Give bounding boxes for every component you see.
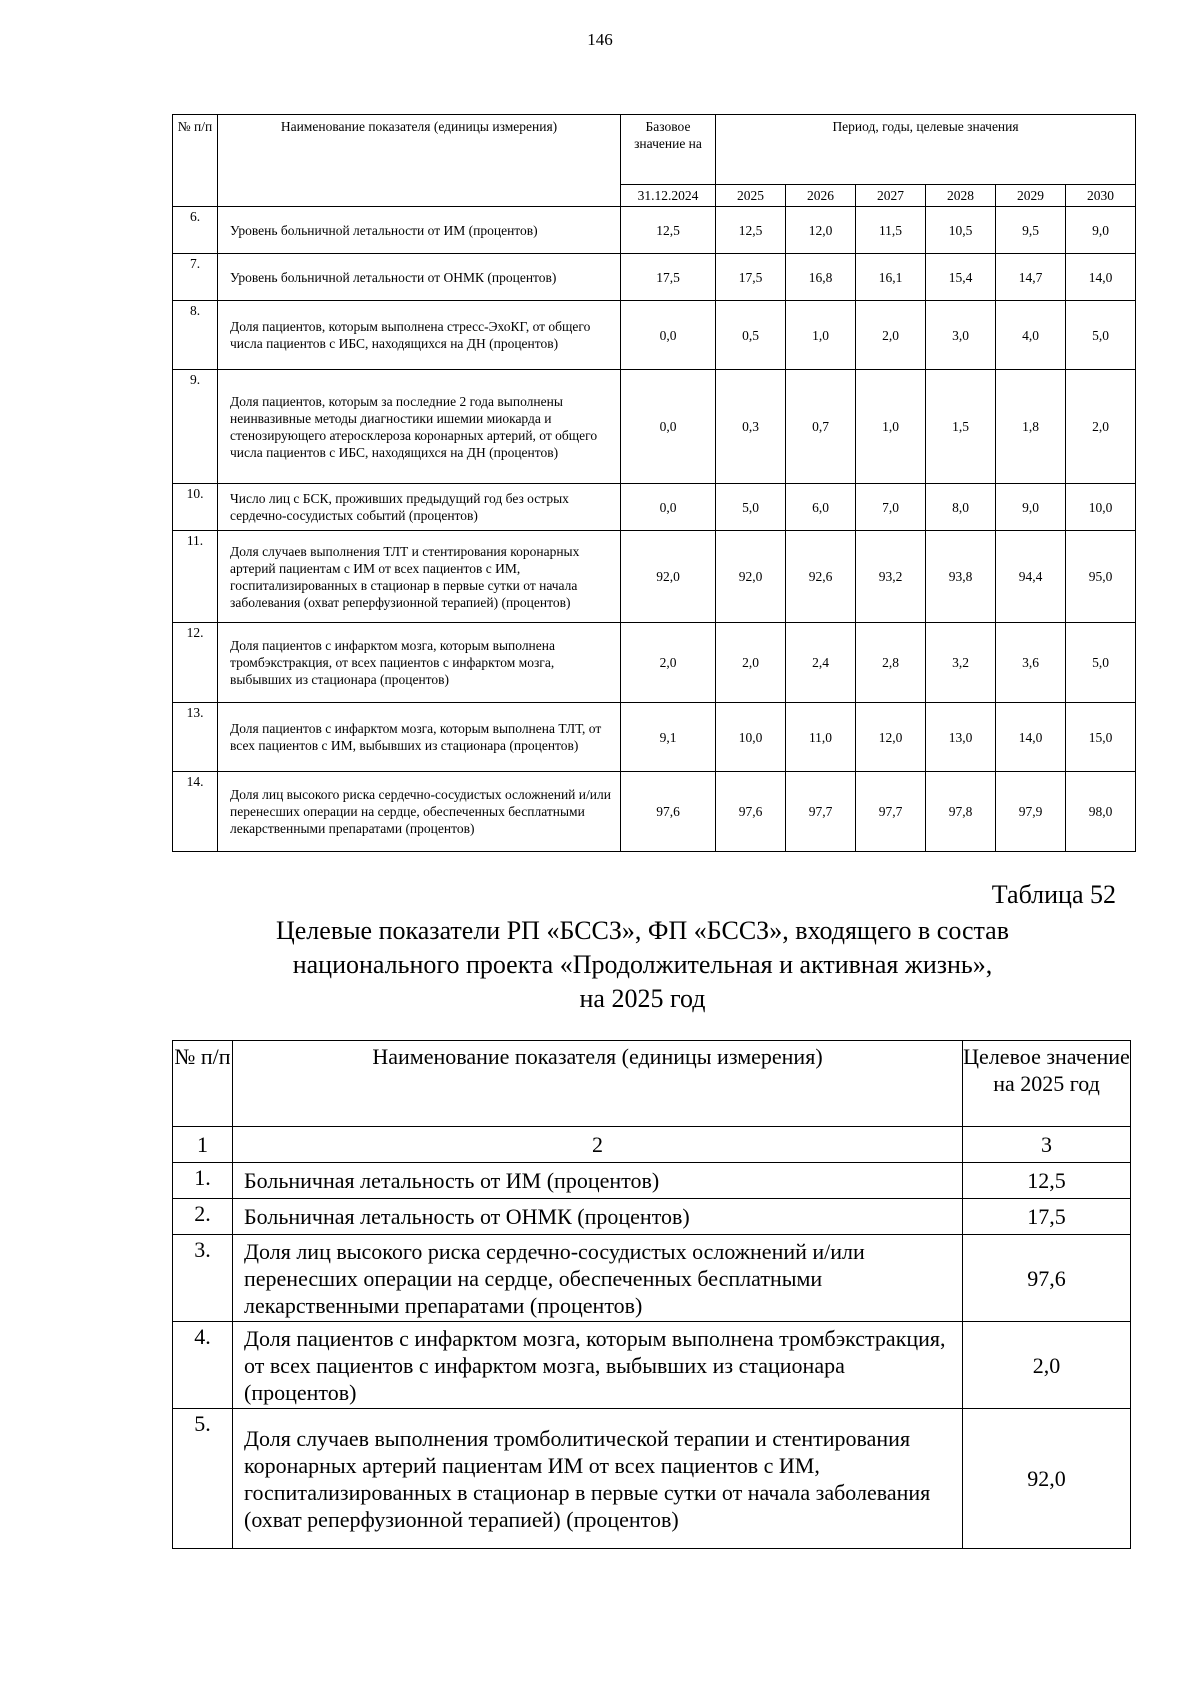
year-value: 1,5 bbox=[926, 370, 996, 484]
year-value: 3,2 bbox=[926, 623, 996, 703]
indicator-name: Число лиц с БСК, проживших предыдущий год без острых сердечно-сосудистых событий (процентов) bbox=[218, 484, 621, 531]
target-value: 2,0 bbox=[963, 1322, 1131, 1409]
year-value: 12,0 bbox=[786, 207, 856, 254]
year-value: 14,7 bbox=[996, 254, 1066, 301]
year-value: 6,0 bbox=[786, 484, 856, 531]
base-value: 0,0 bbox=[621, 301, 716, 370]
table-label: Таблица 52 bbox=[991, 880, 1116, 909]
row-number: 1. bbox=[173, 1163, 233, 1199]
header-num: № п/п bbox=[173, 1041, 233, 1127]
indicators-by-year-table bbox=[172, 114, 1136, 852]
year-value: 9,5 bbox=[996, 207, 1066, 254]
table-title-line: на 2025 год bbox=[579, 984, 706, 1013]
header-name: Наименование показателя (единицы измерения) bbox=[233, 1041, 963, 1127]
indicator-name: Больничная летальность от ОНМК (процентов) bbox=[233, 1199, 963, 1235]
table-row bbox=[173, 1199, 1131, 1235]
year-value: 15,4 bbox=[926, 254, 996, 301]
base-value: 0,0 bbox=[621, 370, 716, 484]
year-value: 14,0 bbox=[996, 703, 1066, 772]
target-value: 12,5 bbox=[963, 1163, 1131, 1199]
header-period: Период, годы, целевые значения bbox=[716, 115, 1136, 185]
indicator-name: Уровень больничной летальности от ИМ (процентов) bbox=[218, 207, 621, 254]
year-value: 8,0 bbox=[926, 484, 996, 531]
table-row bbox=[173, 207, 1136, 254]
indicator-name: Доля пациентов, которым выполнена стресс-ЭхоКГ, от общего числа пациентов с ИБС, находящихся на ДН (процентов) bbox=[218, 301, 621, 370]
header-target: Целевое значение на 2025 год bbox=[963, 1041, 1131, 1127]
header-year: 2030 bbox=[1066, 185, 1136, 207]
year-value: 3,6 bbox=[996, 623, 1066, 703]
indicator-name: Доля пациентов с инфарктом мозга, которым выполнена ТЛТ, от всех пациентов с ИМ, выбывших из стационара (процентов) bbox=[218, 703, 621, 772]
year-value: 10,0 bbox=[716, 703, 786, 772]
row-number: 5. bbox=[173, 1409, 233, 1549]
year-value: 98,0 bbox=[1066, 772, 1136, 852]
header-year: 2026 bbox=[786, 185, 856, 207]
table-title-line: Целевые показатели РП «БССЗ», ФП «БССЗ», входящего в состав bbox=[275, 916, 1009, 945]
indicator-name: Доля случаев выполнения ТЛТ и стентирования коронарных артерий пациентам с ИМ от всех пациентов с ИМ, госпитализированных в стационар в первые сутки от начала заболевания (охват реперфузионной терапией) (процентов) bbox=[218, 531, 621, 623]
base-value: 2,0 bbox=[621, 623, 716, 703]
table-row bbox=[173, 623, 1136, 703]
header-year: 2025 bbox=[716, 185, 786, 207]
header-year: 2028 bbox=[926, 185, 996, 207]
table-row bbox=[173, 484, 1136, 531]
year-value: 2,0 bbox=[856, 301, 926, 370]
column-number: 3 bbox=[963, 1127, 1131, 1163]
indicator-name: Доля лиц высокого риска сердечно-сосудистых осложнений и/или перенесших операции на сердце, обеспеченных бесплатными лекарственными препаратами (процентов) bbox=[218, 772, 621, 852]
row-number: 11. bbox=[173, 531, 218, 623]
year-value: 15,0 bbox=[1066, 703, 1136, 772]
target-indicators-table bbox=[172, 1040, 1131, 1549]
table-row bbox=[173, 1235, 1131, 1322]
row-number: 6. bbox=[173, 207, 218, 254]
base-value: 0,0 bbox=[621, 484, 716, 531]
year-value: 2,0 bbox=[1066, 370, 1136, 484]
indicator-name: Уровень больничной летальности от ОНМК (процентов) bbox=[218, 254, 621, 301]
header-base: Базовое значение на bbox=[621, 115, 716, 185]
table-row bbox=[173, 1409, 1131, 1549]
header-year: 2029 bbox=[996, 185, 1066, 207]
header-num: № п/п bbox=[173, 115, 218, 207]
header-name: Наименование показателя (единицы измерения) bbox=[218, 115, 621, 207]
year-value: 3,0 bbox=[926, 301, 996, 370]
year-value: 11,5 bbox=[856, 207, 926, 254]
row-number: 8. bbox=[173, 301, 218, 370]
row-number: 2. bbox=[173, 1199, 233, 1235]
table-row bbox=[173, 1163, 1131, 1199]
year-value: 93,2 bbox=[856, 531, 926, 623]
row-number: 10. bbox=[173, 484, 218, 531]
year-value: 1,8 bbox=[996, 370, 1066, 484]
header-base-date: 31.12.2024 bbox=[621, 185, 716, 207]
row-number: 4. bbox=[173, 1322, 233, 1409]
row-number: 12. bbox=[173, 623, 218, 703]
column-number: 1 bbox=[173, 1127, 233, 1163]
year-value: 94,4 bbox=[996, 531, 1066, 623]
table-row bbox=[173, 531, 1136, 623]
indicator-name: Доля лиц высокого риска сердечно-сосудистых осложнений и/или перенесших операции на сердце, обеспеченных бесплатными лекарственными препаратами (процентов) bbox=[233, 1235, 963, 1322]
column-number: 2 bbox=[233, 1127, 963, 1163]
year-value: 93,8 bbox=[926, 531, 996, 623]
target-value: 92,0 bbox=[963, 1409, 1131, 1549]
year-value: 4,0 bbox=[996, 301, 1066, 370]
year-value: 16,1 bbox=[856, 254, 926, 301]
table-row bbox=[173, 772, 1136, 852]
year-value: 2,8 bbox=[856, 623, 926, 703]
year-value: 92,6 bbox=[786, 531, 856, 623]
year-value: 0,7 bbox=[786, 370, 856, 484]
year-value: 16,8 bbox=[786, 254, 856, 301]
page-number: 146 bbox=[587, 30, 613, 49]
year-value: 2,4 bbox=[786, 623, 856, 703]
year-value: 10,0 bbox=[1066, 484, 1136, 531]
year-value: 17,5 bbox=[716, 254, 786, 301]
year-value: 5,0 bbox=[1066, 623, 1136, 703]
table-row bbox=[173, 301, 1136, 370]
table-title-line: национального проекта «Продолжительная и активная жизнь», bbox=[292, 950, 993, 979]
indicator-name: Больничная летальность от ИМ (процентов) bbox=[233, 1163, 963, 1199]
table-row bbox=[173, 370, 1136, 484]
base-value: 97,6 bbox=[621, 772, 716, 852]
table-header-row bbox=[173, 1041, 1131, 1127]
year-value: 11,0 bbox=[786, 703, 856, 772]
year-value: 0,5 bbox=[716, 301, 786, 370]
year-value: 97,8 bbox=[926, 772, 996, 852]
year-value: 9,0 bbox=[996, 484, 1066, 531]
table-header-row bbox=[173, 115, 1136, 185]
year-value: 1,0 bbox=[786, 301, 856, 370]
year-value: 14,0 bbox=[1066, 254, 1136, 301]
table-title bbox=[170, 914, 1115, 1016]
row-number: 3. bbox=[173, 1235, 233, 1322]
year-value: 7,0 bbox=[856, 484, 926, 531]
year-value: 10,5 bbox=[926, 207, 996, 254]
target-value: 97,6 bbox=[963, 1235, 1131, 1322]
indicator-name: Доля случаев выполнения тромболитической терапии и стентирования коронарных артерий пациентам ИМ от всех пациентов с ИМ, госпитализированных в стационар в первые сутки от начала заболевания (охват реперфузионной терапией) (процентов) bbox=[233, 1409, 963, 1549]
target-value: 17,5 bbox=[963, 1199, 1131, 1235]
row-number: 7. bbox=[173, 254, 218, 301]
column-numbers-row bbox=[173, 1127, 1131, 1163]
year-value: 97,9 bbox=[996, 772, 1066, 852]
year-value: 13,0 bbox=[926, 703, 996, 772]
year-value: 12,0 bbox=[856, 703, 926, 772]
base-value: 92,0 bbox=[621, 531, 716, 623]
table-row bbox=[173, 254, 1136, 301]
year-value: 5,0 bbox=[1066, 301, 1136, 370]
indicator-name: Доля пациентов с инфарктом мозга, которым выполнена тромбэкстракция, от всех пациентов с инфарктом мозга, выбывших из стационара (процентов) bbox=[233, 1322, 963, 1409]
year-value: 0,3 bbox=[716, 370, 786, 484]
year-value: 95,0 bbox=[1066, 531, 1136, 623]
year-value: 5,0 bbox=[716, 484, 786, 531]
row-number: 9. bbox=[173, 370, 218, 484]
indicator-name: Доля пациентов с инфарктом мозга, которым выполнена тромбэкстракция, от всех пациентов с инфарктом мозга, выбывших из стационара (процентов) bbox=[218, 623, 621, 703]
year-value: 9,0 bbox=[1066, 207, 1136, 254]
row-number: 14. bbox=[173, 772, 218, 852]
table-row bbox=[173, 703, 1136, 772]
year-value: 12,5 bbox=[716, 207, 786, 254]
year-value: 97,7 bbox=[856, 772, 926, 852]
indicator-name: Доля пациентов, которым за последние 2 года выполнены неинвазивные методы диагностики ишемии миокарда и стенозирующего атеросклероза коронарных артерий, от общего числа пациентов с ИБС, находящихся на ДН (процентов) bbox=[218, 370, 621, 484]
header-year: 2027 bbox=[856, 185, 926, 207]
year-value: 92,0 bbox=[716, 531, 786, 623]
base-value: 9,1 bbox=[621, 703, 716, 772]
year-value: 97,6 bbox=[716, 772, 786, 852]
row-number: 13. bbox=[173, 703, 218, 772]
table-row bbox=[173, 1322, 1131, 1409]
year-value: 2,0 bbox=[716, 623, 786, 703]
year-value: 1,0 bbox=[856, 370, 926, 484]
base-value: 17,5 bbox=[621, 254, 716, 301]
base-value: 12,5 bbox=[621, 207, 716, 254]
year-value: 97,7 bbox=[786, 772, 856, 852]
